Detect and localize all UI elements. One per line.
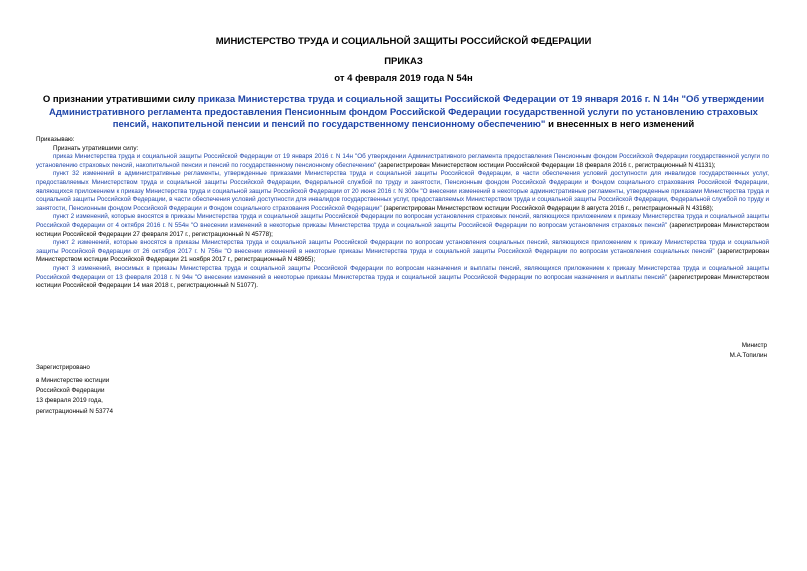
order-word: Приказываю: (36, 136, 75, 143)
item-text: (зарегистрирован Министерством юстиции Российской Федерации 27 февраля 2017 г., регистрационный N 45778); (36, 221, 770, 238)
signature-position: Министр (741, 342, 767, 349)
list-item (36, 239, 769, 265)
item-link[interactable]: пункт 2 изменений, которые вносятся в приказы Министерства труда и социальной защиты Российской Федерации по вопросам установления страховых пенсий, являющихся приложением к приказу Министерства труда и социальной защиты Российской Федерации от 4 октября 2016 г. N 554н "О внесении изменений в некоторые приказы Министерства труда и социальной защиты Российской Федерации по вопросам установления страховых пенсий" (36, 213, 769, 229)
signature-name: М.А.Топилин (729, 352, 767, 359)
item-link[interactable]: пункт 2 изменений, которые вносятся в приказы Министерства труда и социальной защиты Российской Федерации по вопросам установления социальных пенсий, являющихся приложением к приказу Министерства труда и социальной защиты Российской Федерации от 26 октября 2017 г. N 756н "О внесении изменений в некоторые приказы Министерства труда и социальной защиты Российской Федерации по вопросам установления социальных пенсий" (36, 239, 769, 255)
list-item (36, 153, 769, 170)
doc-type-heading: ПРИКАЗ (384, 56, 423, 67)
item-text: (зарегистрирован Министерством юстиции Российской Федерации 8 августа 2016 г., регистрационный N 43168); (381, 204, 714, 212)
title-prefix: О признании утратившими силу (42, 94, 198, 105)
ministry-heading: МИНИСТЕРСТВО ТРУДА И СОЦИАЛЬНОЙ ЗАЩИТЫ РОССИЙСКОЙ ФЕДЕРАЦИИ (215, 36, 592, 47)
registration-line: регистрационный N 53774 (36, 408, 114, 415)
title-suffix: и внесенных в него изменений (545, 119, 695, 130)
item-link[interactable]: приказ Министерства труда и социальной защиты Российской Федерации от 19 января 2016 г. N 14н "Об утверждении Административного регламента предоставления Пенсионным фондом Российской Федерации государственной услуги по установлению страховых пенсий, накопительной пенсии и пенсий по государственному пенсионному обеспечению" (36, 153, 769, 169)
registration-line: Российской Федерации (36, 387, 105, 394)
intro-line: Признать утратившими силу: (53, 144, 139, 152)
title-link[interactable]: приказа Министерства труда и социальной защиты Российской Федерации от 19 января 2016 г. N 14н "Об утверждении Административного регламента предоставления Пенсионным фондом Российской Федерации государственной услуги по установлению страховых пенсий, накопительной пенсии и пенсий по государственному пенсионному обеспечению" (49, 94, 765, 130)
registration-line: 13 февраля 2019 года, (36, 397, 103, 404)
document-title (40, 94, 767, 132)
item-link[interactable]: пункт 32 изменений в административные регламенты, утвержденные приказами Министерства труда и социальной защиты Российской Федерации, в части обеспечения условий доступности для инвалидов государственных услуг, предоставляемых Министерством труда и социальной защиты Российской Федерации, Федеральной службой по труду и занятости, Пенсионным фондом Российской Федерации и Фондом социального страхования Российской Федерации, являющихся приложением к приказу Министерства труда и социальной защиты Российской Федерации от 20 июня 2016 г. N 300н "О внесении изменений в некоторые административные регламенты, утвержденные приказами Министерства труда и социальной защиты Российской Федерации, в части обеспечения условий доступности для инвалидов государственных услуг, предоставляемых Министерством труда и социальной защиты Российской Федерации, Федеральной службой по труду и занятости, Пенсионным фондом Российской Федерации и Фондом социального страхования Российской Федерации" (36, 170, 769, 212)
item-text: (зарегистрирован Министерством юстиции Российской Федерации 14 мая 2018 г., регистрационный N 51077). (36, 273, 769, 290)
item-text: (зарегистрирован Министерством юстиции Российской Федерации 21 ноября 2017 г., регистрационный N 48965); (36, 247, 769, 264)
item-link[interactable]: пункт 3 изменений, вносимых в приказы Министерства труда и социальной защиты Российской Федерации по вопросам назначения и выплаты пенсий, являющихся приложением к приказу Министерства труда и социальной защиты Российской Федерации от 13 февраля 2018 г. N 94н "О внесении изменений в некоторые приказы Министерства труда и социальной защиты Российской Федерации по вопросам назначения и выплаты пенсий" (36, 264, 769, 281)
item-text: (зарегистрирован Министерством юстиции Российской Федерации 18 февраля 2016 г., регистрационный N 41131); (376, 161, 716, 169)
order-body (36, 136, 769, 291)
list-item (36, 170, 769, 213)
list-item (36, 265, 769, 291)
registration-line: в Министерстве юстиции (36, 377, 110, 384)
list-item (36, 213, 769, 239)
registration-line: Зарегистрировано (36, 364, 90, 371)
date-number-heading: от 4 февраля 2019 года N 54н (334, 73, 473, 84)
